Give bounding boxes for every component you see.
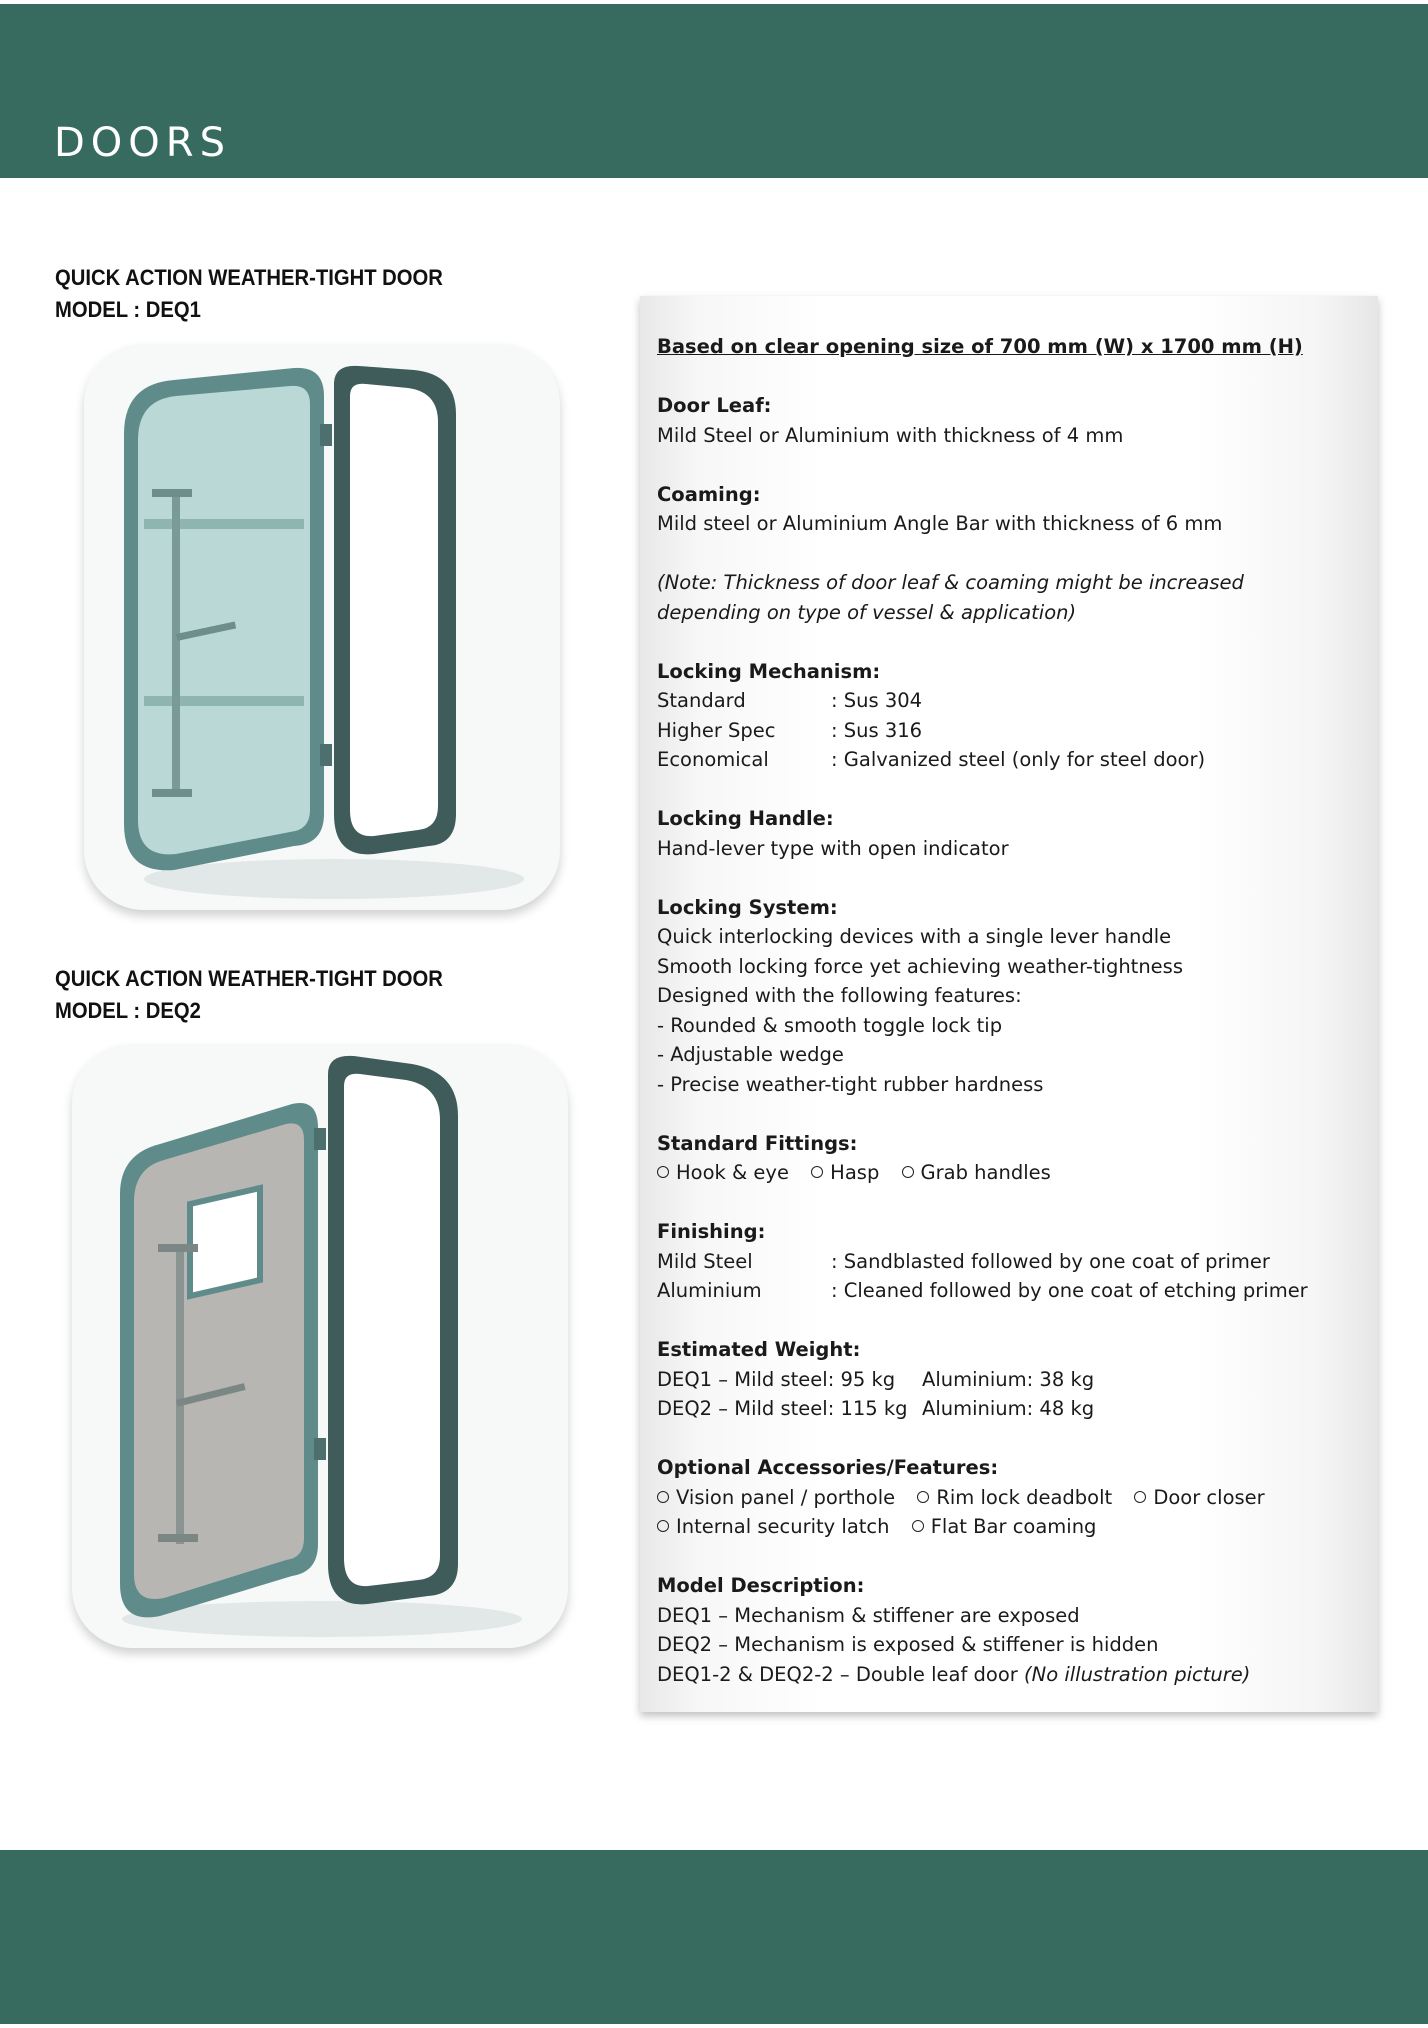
- row-key: Mild Steel: [657, 1249, 753, 1273]
- row-value: : Sus 316: [831, 718, 923, 742]
- row-key: Higher Spec: [657, 718, 776, 742]
- optional-item: Door closer: [1134, 1483, 1264, 1513]
- door-leaf-heading: Door Leaf:: [657, 394, 772, 417]
- locking-mechanism-row: [657, 716, 1367, 746]
- locking-system-line: - Rounded & smooth toggle lock tip: [657, 1013, 1003, 1037]
- locking-mechanism-row: [657, 686, 1367, 716]
- note-line2: depending on type of vessel & application): [657, 600, 1077, 624]
- circle-bullet-icon: [657, 1166, 669, 1178]
- locking-system-line: Designed with the following features:: [657, 984, 1022, 1007]
- fitting-item: Grab handles: [902, 1158, 1051, 1188]
- weight-heading: Estimated Weight:: [657, 1338, 861, 1361]
- optional-item: Vision panel / porthole: [657, 1483, 895, 1513]
- optional-item: Flat Bar coaming: [912, 1512, 1097, 1542]
- model-heading-line1: QUICK ACTION WEATHER-TIGHT DOOR: [55, 265, 443, 290]
- coaming-heading: Coaming:: [657, 482, 761, 506]
- model-description-line: DEQ1-2 & DEQ2-2 – Double leaf door (No illustration picture): [657, 1662, 1251, 1686]
- locking-system-heading: Locking System:: [657, 895, 838, 919]
- door-illustration-deq1: [84, 344, 560, 910]
- locking-system-line: Quick interlocking devices with a single lever handle: [657, 925, 1172, 948]
- locking-handle-text: Hand-lever type with open indicator: [657, 836, 1009, 860]
- model-heading-line2: MODEL : DEQ1: [55, 297, 201, 322]
- locking-system-line: - Precise weather-tight rubber hardness: [657, 1072, 1044, 1096]
- optional-list-row2: [657, 1512, 1367, 1542]
- circle-bullet-icon: [657, 1491, 669, 1503]
- weight-row: [657, 1394, 1367, 1424]
- circle-bullet-icon: [917, 1491, 929, 1503]
- optional-item: Internal security latch: [657, 1512, 890, 1542]
- weight-row: [657, 1365, 1367, 1395]
- standard-fittings-heading: Standard Fittings:: [657, 1131, 858, 1155]
- optional-list-row1: [657, 1483, 1367, 1513]
- door-illustration-deq2: [72, 1044, 568, 1648]
- footer-band: [0, 1850, 1428, 2024]
- circle-bullet-icon: [902, 1166, 914, 1178]
- finishing-row: [657, 1276, 1367, 1306]
- row-key: Standard: [657, 689, 746, 712]
- circle-bullet-icon: [912, 1520, 924, 1532]
- page-title: DOORS: [54, 120, 231, 166]
- locking-system-line: - Adjustable wedge: [657, 1043, 844, 1066]
- circle-bullet-icon: [657, 1520, 669, 1532]
- finishing-heading: Finishing:: [657, 1220, 766, 1243]
- door-photo-deq2: [72, 1044, 568, 1648]
- model-description-line: DEQ1 – Mechanism & stiffener are exposed: [657, 1603, 1080, 1627]
- weight-aluminium: Aluminium: 48 kg: [922, 1397, 1095, 1420]
- weight-steel: DEQ1 – Mild steel: 95 kg: [657, 1367, 896, 1391]
- optional-item: Rim lock deadbolt: [917, 1483, 1112, 1513]
- fitting-item: Hasp: [811, 1158, 879, 1188]
- row-key: Aluminium: [657, 1279, 762, 1302]
- spec-body: [657, 332, 1367, 1689]
- row-key: Economical: [657, 748, 769, 771]
- model-description-heading: Model Description:: [657, 1574, 865, 1597]
- weight-aluminium: Aluminium: 38 kg: [922, 1367, 1095, 1391]
- row-value: : Galvanized steel (only for steel door): [831, 748, 1206, 771]
- circle-bullet-icon: [811, 1166, 823, 1178]
- locking-system-line: Smooth locking force yet achieving weather-tightness: [657, 954, 1183, 978]
- coaming-text: Mild steel or Aluminium Angle Bar with thickness of 6 mm: [657, 512, 1223, 535]
- locking-mechanism-row: [657, 745, 1367, 775]
- opening-size-basis: Based on clear opening size of 700 mm (W) x 1700 mm (H): [657, 335, 1303, 358]
- model-description-line: DEQ2 – Mechanism is exposed & stiffener is hidden: [657, 1633, 1159, 1656]
- door-photo-deq1: [84, 344, 560, 910]
- locking-mechanism-heading: Locking Mechanism:: [657, 659, 881, 683]
- standard-fittings-list: [657, 1158, 1367, 1188]
- finishing-row: [657, 1247, 1367, 1277]
- weight-steel: DEQ2 – Mild steel: 115 kg: [657, 1397, 908, 1420]
- row-value: : Sandblasted followed by one coat of primer: [831, 1249, 1270, 1273]
- optional-heading: Optional Accessories/Features:: [657, 1456, 999, 1479]
- note-line1: (Note: Thickness of door leaf & coaming might be increased: [657, 571, 1244, 594]
- circle-bullet-icon: [1134, 1491, 1146, 1503]
- model-heading-line1: QUICK ACTION WEATHER-TIGHT DOOR: [55, 966, 443, 991]
- row-value: : Cleaned followed by one coat of etching primer: [831, 1279, 1308, 1302]
- locking-handle-heading: Locking Handle:: [657, 807, 834, 830]
- door-leaf-text: Mild Steel or Aluminium with thickness of 4 mm: [657, 423, 1124, 447]
- spec-panel: [640, 296, 1378, 1712]
- model-heading-deq1: [55, 262, 443, 326]
- model-heading-deq2: [55, 963, 443, 1027]
- model-heading-line2: MODEL : DEQ2: [55, 998, 201, 1023]
- row-value: : Sus 304: [831, 689, 923, 712]
- fitting-item: Hook & eye: [657, 1158, 789, 1188]
